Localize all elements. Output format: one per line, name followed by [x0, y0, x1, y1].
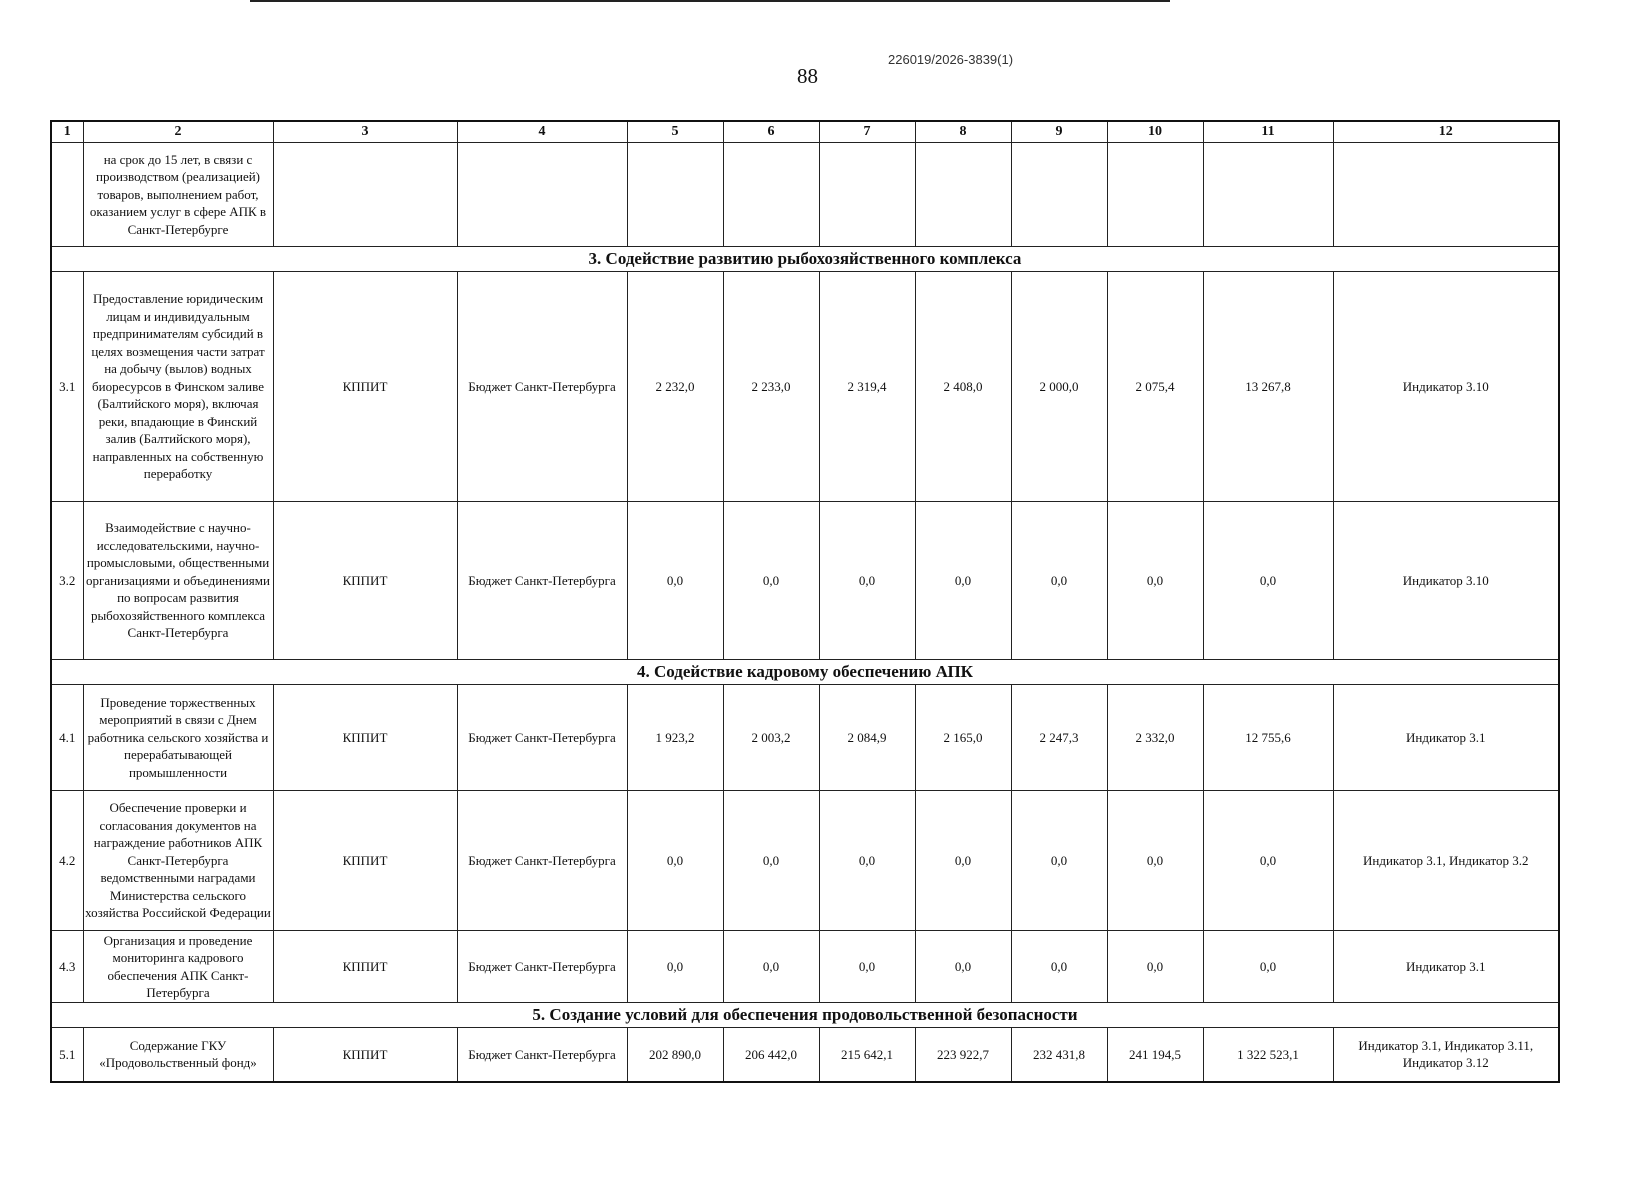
- executor: КППИТ: [273, 685, 457, 791]
- activity-name: Проведение торжественных мероприятий в связи с Днем работника сельского хозяйства и перерабатывающей промышленности: [83, 685, 273, 791]
- funding-source: Бюджет Санкт-Петербурга: [457, 685, 627, 791]
- value-cell: 0,0: [1011, 931, 1107, 1003]
- value-cell: 232 431,8: [1011, 1028, 1107, 1082]
- activity-name: Содержание ГКУ «Продовольственный фонд»: [83, 1028, 273, 1082]
- column-header: 6: [723, 121, 819, 143]
- value-cell: 0,0: [723, 791, 819, 931]
- table-row: [51, 685, 1559, 791]
- executor: КППИТ: [273, 791, 457, 931]
- value-cell: 0,0: [723, 502, 819, 660]
- section-header: [51, 1003, 1559, 1028]
- total-cell: 0,0: [1203, 502, 1333, 660]
- value-cell: 0,0: [627, 502, 723, 660]
- row-number: 5.1: [51, 1028, 83, 1082]
- funding-source: Бюджет Санкт-Петербурга: [457, 931, 627, 1003]
- indicator: Индикатор 3.10: [1333, 502, 1559, 660]
- value-cell: 0,0: [1011, 502, 1107, 660]
- section-title: 5. Создание условий для обеспечения продовольственной безопасности: [51, 1003, 1559, 1028]
- row-number: 3.1: [51, 272, 83, 502]
- value-cell: 0,0: [915, 931, 1011, 1003]
- value-cell: 2 247,3: [1011, 685, 1107, 791]
- row-number: 4.2: [51, 791, 83, 931]
- column-header: 5: [627, 121, 723, 143]
- column-header: 1: [51, 121, 83, 143]
- column-number-header: [51, 121, 1559, 143]
- column-header: 11: [1203, 121, 1333, 143]
- value-cell: 2 165,0: [915, 685, 1011, 791]
- activity-name: Взаимодействие с научно-исследовательскими, научно-промысловыми, общественными организациями и объединениями по вопросам развития рыбохозяйственного комплекса Санкт-Петербурга: [83, 502, 273, 660]
- row-number: 3.2: [51, 502, 83, 660]
- indicator: Индикатор 3.10: [1333, 272, 1559, 502]
- value-cell: 202 890,0: [627, 1028, 723, 1082]
- table-row: [51, 502, 1559, 660]
- row-number: 4.3: [51, 931, 83, 1003]
- value-cell: 206 442,0: [723, 1028, 819, 1082]
- funding-source: Бюджет Санкт-Петербурга: [457, 272, 627, 502]
- indicator: Индикатор 3.1: [1333, 931, 1559, 1003]
- value-cell: 2 000,0: [1011, 272, 1107, 502]
- executor: КППИТ: [273, 931, 457, 1003]
- value-cell: 0,0: [819, 791, 915, 931]
- activity-name: Обеспечение проверки и согласования документов на награждение работников АПК Санкт-Петербурга ведомственными наградами Министерства сельского хозяйства Российской Федерации: [83, 791, 273, 931]
- value-cell: 0,0: [819, 931, 915, 1003]
- funding-source: Бюджет Санкт-Петербурга: [457, 791, 627, 931]
- table-row: [51, 931, 1559, 1003]
- value-cell: 2 408,0: [915, 272, 1011, 502]
- value-cell: 0,0: [915, 502, 1011, 660]
- value-cell: 215 642,1: [819, 1028, 915, 1082]
- value-cell: 241 194,5: [1107, 1028, 1203, 1082]
- funding-source: Бюджет Санкт-Петербурга: [457, 502, 627, 660]
- value-cell: 2 319,4: [819, 272, 915, 502]
- value-cell: 0,0: [1107, 791, 1203, 931]
- indicator: Индикатор 3.1, Индикатор 3.11, Индикатор 3.12: [1333, 1028, 1559, 1082]
- column-header: 2: [83, 121, 273, 143]
- activity-name: Предоставление юридическим лицам и индивидуальным предпринимателям субсидий в целях возмещения части затрат на добычу (вылов) водных биоресурсов в Финском заливе (Балтийского моря), включая реки, впадающие в Финский залив (Балтийского моря), направленных на собственную переработку: [83, 272, 273, 502]
- table-row: [51, 143, 1559, 247]
- value-cell: 0,0: [1107, 502, 1203, 660]
- table-row: [51, 791, 1559, 931]
- column-header: 9: [1011, 121, 1107, 143]
- section-title: 4. Содействие кадровому обеспечению АПК: [51, 660, 1559, 685]
- program-table: [50, 120, 1560, 1083]
- column-header: 3: [273, 121, 457, 143]
- total-cell: 12 755,6: [1203, 685, 1333, 791]
- row-number: 4.1: [51, 685, 83, 791]
- column-header: 4: [457, 121, 627, 143]
- table-row: [51, 1028, 1559, 1082]
- column-header: 8: [915, 121, 1011, 143]
- value-cell: 0,0: [915, 791, 1011, 931]
- value-cell: 0,0: [723, 931, 819, 1003]
- total-cell: 0,0: [1203, 791, 1333, 931]
- value-cell: 0,0: [627, 791, 723, 931]
- value-cell: 0,0: [819, 502, 915, 660]
- total-cell: 0,0: [1203, 931, 1333, 1003]
- value-cell: 2 332,0: [1107, 685, 1203, 791]
- value-cell: 2 084,9: [819, 685, 915, 791]
- value-cell: 2 233,0: [723, 272, 819, 502]
- executor: КППИТ: [273, 502, 457, 660]
- value-cell: 0,0: [1107, 931, 1203, 1003]
- indicator: Индикатор 3.1: [1333, 685, 1559, 791]
- column-header: 12: [1333, 121, 1559, 143]
- value-cell: 0,0: [627, 931, 723, 1003]
- column-header: 7: [819, 121, 915, 143]
- value-cell: 2 232,0: [627, 272, 723, 502]
- funding-source: Бюджет Санкт-Петербурга: [457, 1028, 627, 1082]
- indicator: Индикатор 3.1, Индикатор 3.2: [1333, 791, 1559, 931]
- value-cell: 2 003,2: [723, 685, 819, 791]
- section-header: [51, 660, 1559, 685]
- page-number: 88: [797, 64, 818, 88]
- section-header: [51, 247, 1559, 272]
- total-cell: 13 267,8: [1203, 272, 1333, 502]
- value-cell: 223 922,7: [915, 1028, 1011, 1082]
- table-row: [51, 272, 1559, 502]
- total-cell: 1 322 523,1: [1203, 1028, 1333, 1082]
- section-title: 3. Содействие развитию рыбохозяйственного комплекса: [51, 247, 1559, 272]
- executor: КППИТ: [273, 272, 457, 502]
- executor: КППИТ: [273, 1028, 457, 1082]
- activity-name: Организация и проведение мониторинга кадрового обеспечения АПК Санкт-Петербурга: [83, 931, 273, 1003]
- top-border-line: [250, 0, 1170, 2]
- value-cell: 1 923,2: [627, 685, 723, 791]
- value-cell: 2 075,4: [1107, 272, 1203, 502]
- column-header: 10: [1107, 121, 1203, 143]
- continuation-text: на срок до 15 лет, в связи с производством (реализацией) товаров, выполнением работ, оказанием услуг в сфере АПК в Санкт-Петербурге: [83, 143, 273, 247]
- document-number: 226019/2026-3839(1): [888, 52, 1014, 67]
- value-cell: 0,0: [1011, 791, 1107, 931]
